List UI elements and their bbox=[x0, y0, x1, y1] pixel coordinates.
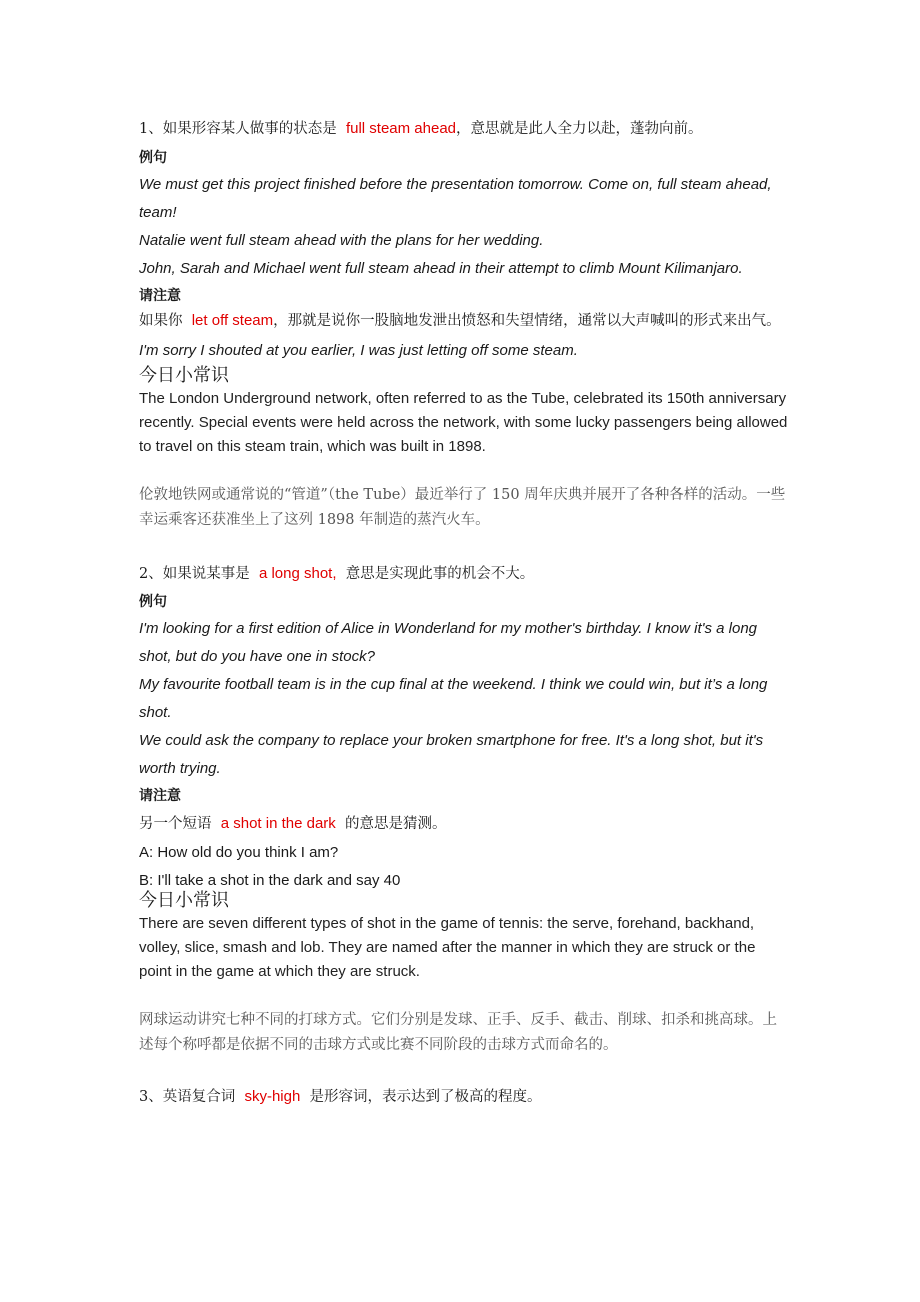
section2-phrase: a long shot, bbox=[258, 565, 337, 582]
section1-note-after: ，那就是说你一股脑地发泄出愤怒和失望情绪，通常以大声喊叫的形式来出气。 bbox=[273, 313, 781, 329]
section2-trivia-title: 今日小常识 bbox=[139, 890, 229, 911]
section1-examples-heading: 例句 bbox=[139, 150, 167, 166]
section1-example-2: Natalie went full steam ahead with the plans for her wedding. bbox=[139, 232, 544, 249]
section1-phrase: full steam ahead bbox=[345, 120, 457, 137]
section1-trivia-en: The London Underground network, often referred to as the Tube, celebrated its 150th anniversary recently. Special events were held across the network, with some lucky passengers being allowed to travel on this steam train, which was built in 1898. bbox=[139, 390, 788, 455]
section3-intro bbox=[139, 1088, 789, 1106]
section1-intro bbox=[139, 120, 789, 138]
section2-note-before: 另一个短语 bbox=[139, 816, 212, 832]
section2-trivia-cn: 网球运动讲究七种不同的打球方式。它们分别是发球、正手、反手、截击、削球、扣杀和挑高球。上述每个称呼都是依据不同的击球方式或比赛不同阶段的击球方式而命名的。 bbox=[139, 1012, 777, 1053]
section1-note-heading: 请注意 bbox=[139, 288, 181, 304]
section2-example-1: I'm looking for a first edition of Alice in Wonderland for my mother's birthday. I know it's a long shot, but do you have one in stock? bbox=[139, 620, 758, 665]
section1-example-1: We must get this project finished before the presentation tomorrow. Come on, full steam ahead, team! bbox=[139, 176, 772, 221]
section1-trivia-cn: 伦敦地铁网或通常说的“管道”（the Tube）最近举行了 150 周年庆典并展开了各种各样的活动。一些幸运乘客还获准坐上了这列 1898 年制造的蒸汽火车。 bbox=[139, 487, 786, 528]
section2-example-2: My favourite football team is in the cup final at the weekend. I think we could win, but it’s a long shot. bbox=[139, 676, 768, 721]
section1-note-phrase: let off steam bbox=[191, 312, 274, 329]
section1-note bbox=[139, 307, 789, 335]
section2-note bbox=[139, 815, 789, 833]
section2-example-3: We could ask the company to replace your broken smartphone for free. It's a long shot, but it's worth trying. bbox=[139, 732, 764, 777]
section2-note-phrase: a shot in the dark bbox=[220, 815, 336, 832]
section2-intro-after: 意思是实现此事的机会不大。 bbox=[345, 566, 535, 582]
section1-example-3: John, Sarah and Michael went full steam ahead in their attempt to climb Mount Kilimanjaro. bbox=[139, 260, 743, 277]
section2-note-heading: 请注意 bbox=[139, 788, 181, 804]
section1-intro-before: 1、如果形容某人做事的状态是 bbox=[139, 121, 337, 137]
section1-intro-after: ，意思就是此人全力以赴，蓬勃向前。 bbox=[456, 121, 703, 137]
section2-note-after: 的意思是猜测。 bbox=[345, 816, 447, 832]
section2-trivia-en: There are seven different types of shot in the game of tennis: the serve, forehand, backhand, volley, slice, smash and lob. They are named after the manner in which they are struck or the point in the game at which they are struck. bbox=[139, 915, 756, 980]
section3-phrase: sky-high bbox=[244, 1088, 301, 1105]
section2-dialog-a: A: How old do you think I am? bbox=[139, 844, 339, 861]
section1-note-before: 如果你 bbox=[139, 313, 183, 329]
section1-trivia-title: 今日小常识 bbox=[139, 365, 229, 386]
section2-intro-before: 2、如果说某事是 bbox=[139, 566, 250, 582]
document-content bbox=[139, 117, 789, 1106]
section3-intro-before: 3、英语复合词 bbox=[139, 1089, 236, 1105]
section2-dialog-b: B: I'll take a shot in the dark and say 40 bbox=[139, 872, 401, 889]
section2-examples-heading: 例句 bbox=[139, 594, 167, 610]
section3-intro-after: 是形容词，表示达到了极高的程度。 bbox=[309, 1089, 542, 1105]
section2-intro bbox=[139, 565, 789, 583]
section1-note-example: I'm sorry I shouted at you earlier, I was just letting off some steam. bbox=[139, 342, 578, 359]
